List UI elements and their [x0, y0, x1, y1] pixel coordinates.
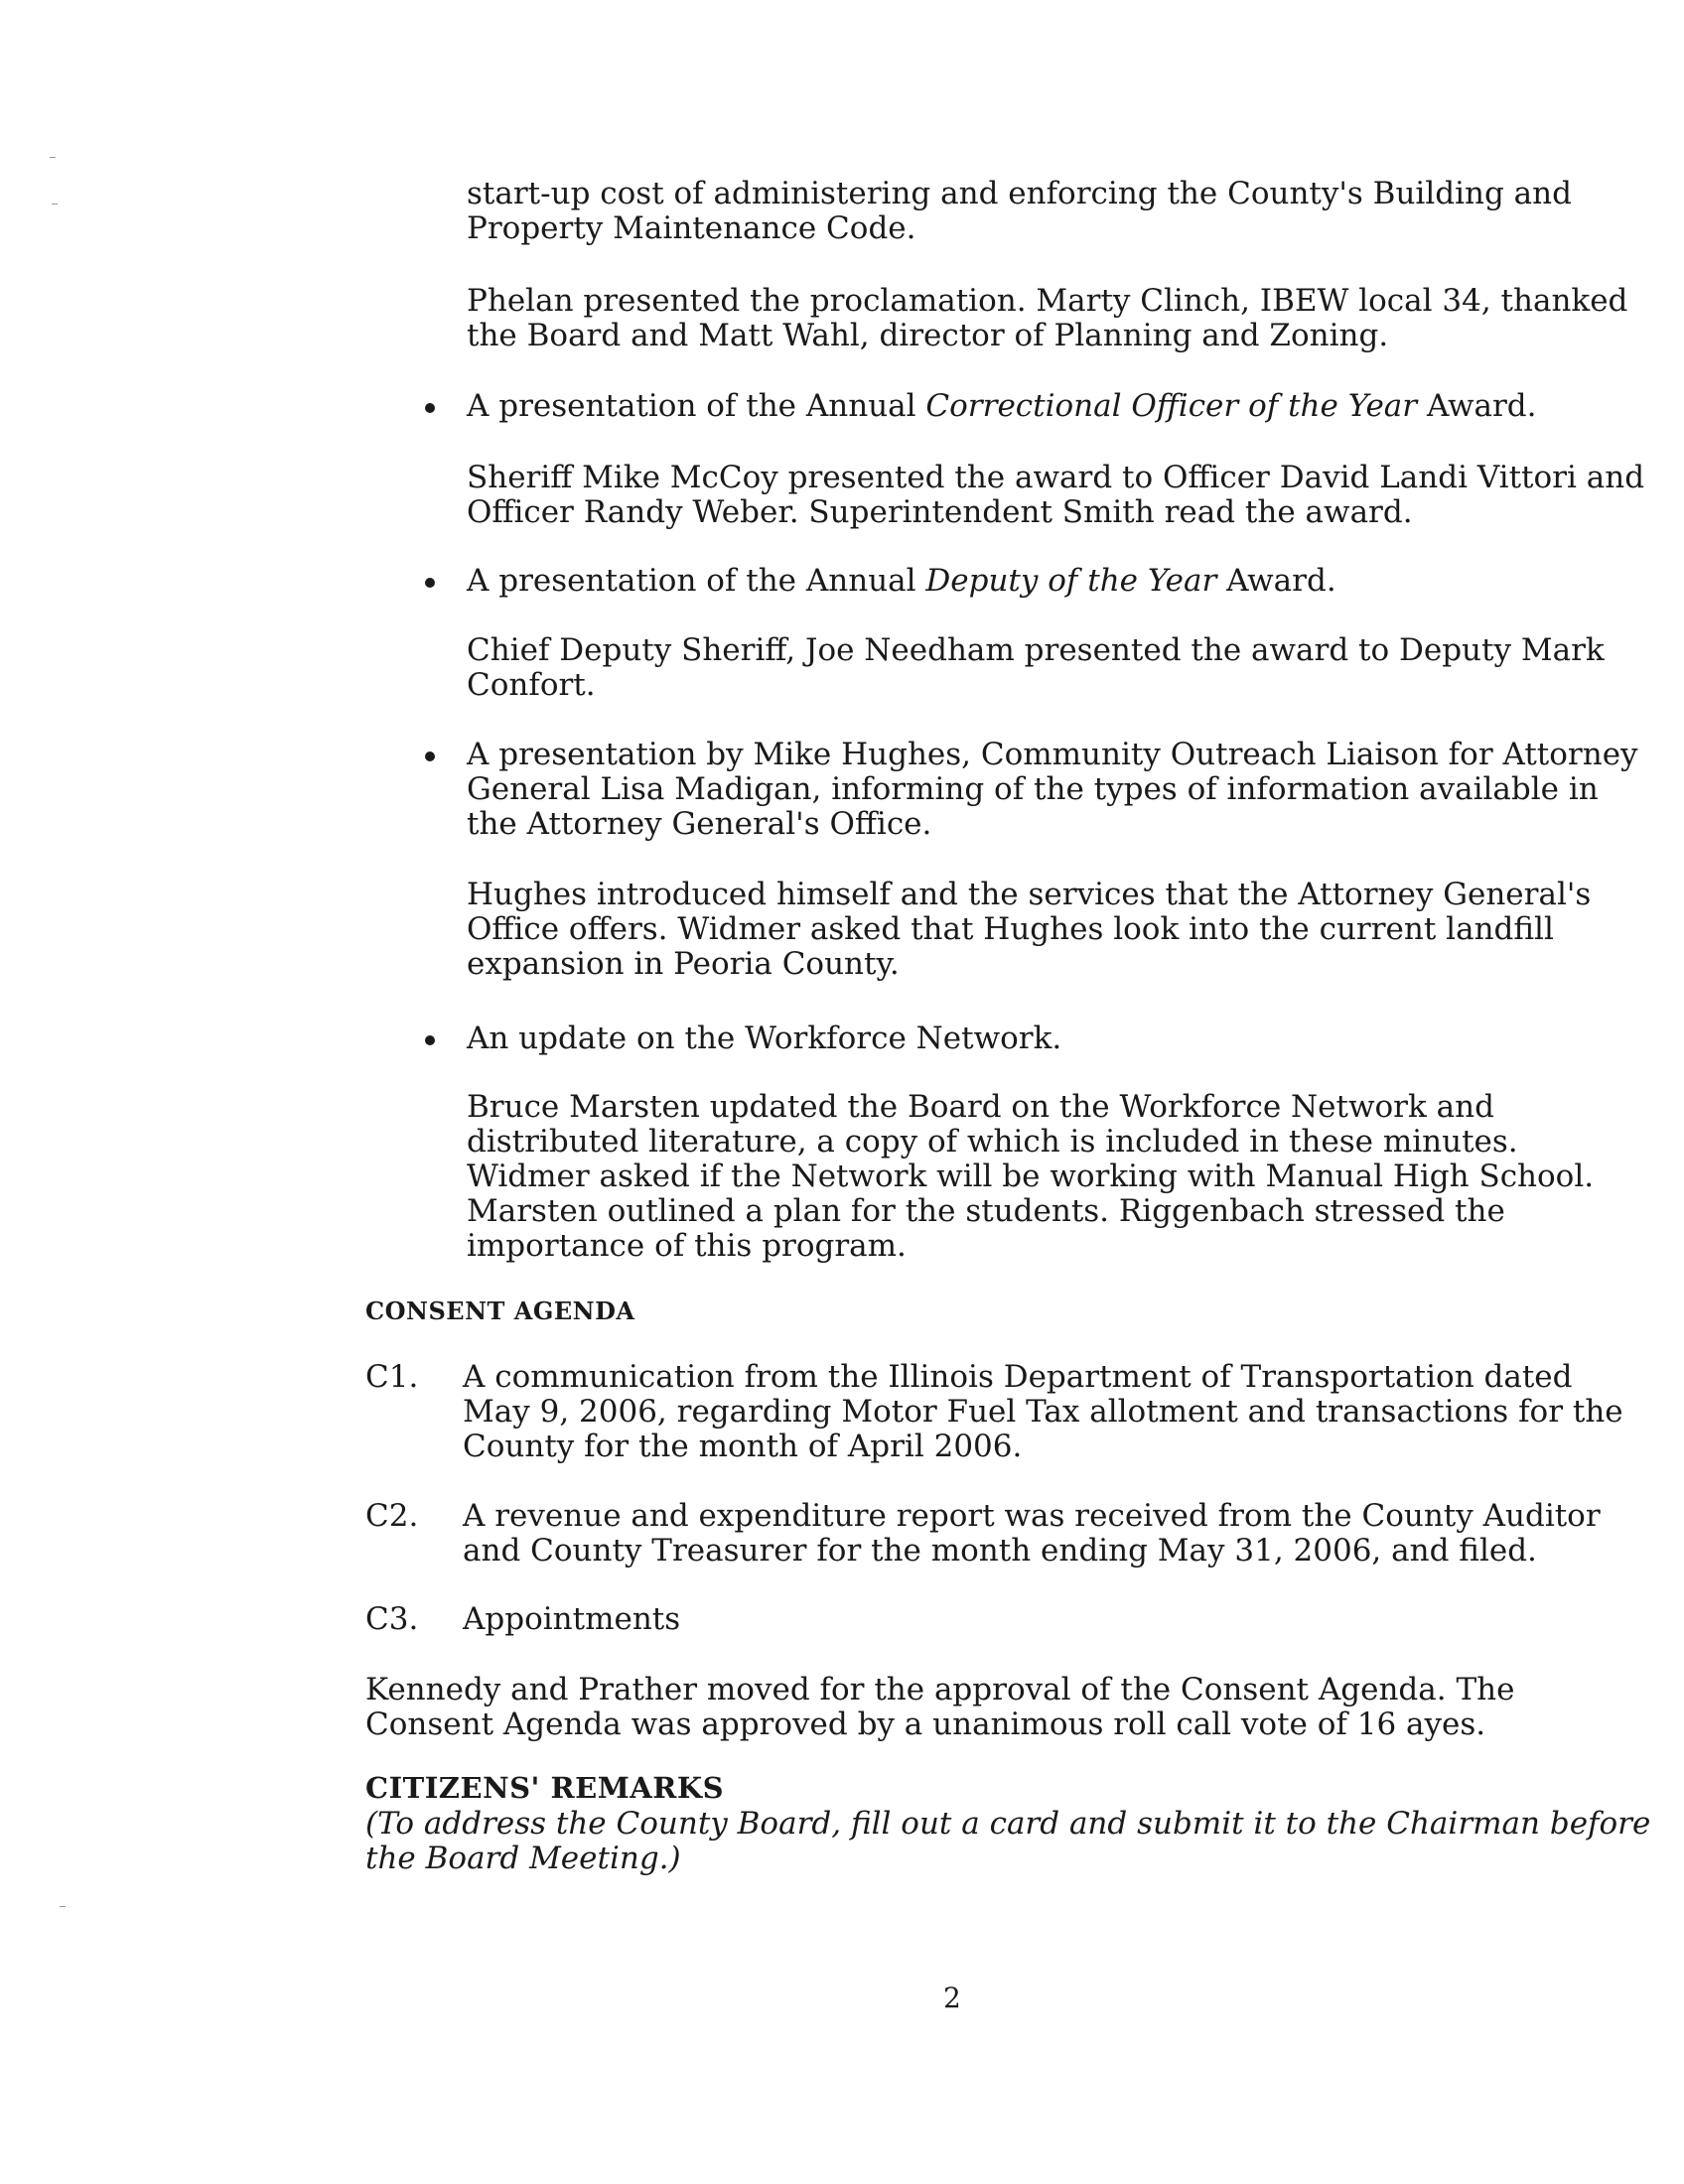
text-line: importance of this program. [467, 1228, 907, 1264]
bullet-icon [425, 578, 435, 588]
text-line: Appointments [463, 1601, 681, 1637]
text-line: A revenue and expenditure report was received from the County Auditor [463, 1498, 1601, 1534]
text-line: start-up cost of administering and enforcing the County's Building and [467, 176, 1572, 211]
bullet-icon [425, 751, 435, 761]
page-number: 2 [943, 1981, 961, 2014]
text-line: and County Treasurer for the month ending May 31, 2006, and filed. [463, 1533, 1537, 1569]
bullet-detail-attorney-general [467, 878, 1591, 982]
text-line: Phelan presented the proclamation. Marty Clinch, IBEW local 34, thanked [467, 283, 1628, 319]
text-line: General Lisa Madigan, informing of the types of information available in [467, 771, 1599, 807]
citizens-remarks-note [365, 1807, 1650, 1876]
scan-mark [50, 157, 56, 158]
bullet-detail-correctional-officer [467, 461, 1644, 530]
agenda-item-c1 [463, 1360, 1623, 1464]
bullet-item-workforce-network [467, 1022, 1061, 1056]
citizens-remarks-heading: CITIZENS' REMARKS [365, 1771, 725, 1805]
bullet-item-attorney-general [467, 738, 1638, 842]
text-line: Property Maintenance Code. [467, 210, 916, 246]
bullet-icon [425, 1035, 435, 1045]
text-line: Office offers. Widmer asked that Hughes look into the current landfill [467, 911, 1554, 947]
text-line: the Attorney General's Office. [467, 806, 932, 842]
bullet-icon [425, 403, 435, 413]
bullet-item-deputy-of-year [467, 564, 1336, 599]
agenda-item-label: C1. [365, 1359, 419, 1395]
text-line: May 9, 2006, regarding Motor Fuel Tax allotment and transactions for the [463, 1394, 1623, 1430]
text-line: A presentation of the Annual Deputy of the Year Award. [467, 563, 1336, 599]
proclamation-paragraph [467, 284, 1627, 353]
text-line: A presentation of the Annual Correctional Officer of the Year Award. [467, 388, 1537, 424]
text-line: Sheriff Mike McCoy presented the award to Officer David Landi Vittori and [467, 460, 1645, 495]
bullet-detail-deputy-of-year [467, 633, 1605, 703]
text-line: Consent Agenda was approved by a unanimous roll call vote of 16 ayes. [365, 1706, 1486, 1742]
text-line: County for the month of April 2006. [463, 1429, 1023, 1464]
consent-agenda-heading: CONSENT AGENDA [365, 1297, 635, 1325]
scan-mark [52, 204, 58, 205]
text-line: A communication from the Illinois Department of Transportation dated [463, 1359, 1573, 1395]
agenda-item-label: C2. [365, 1498, 419, 1534]
text-line: Kennedy and Prather moved for the approval of the Consent Agenda. The [365, 1672, 1515, 1707]
text-line: distributed literature, a copy of which is included in these minutes. [467, 1124, 1518, 1160]
bullet-item-correctional-officer [467, 389, 1537, 424]
agenda-item-c2 [463, 1499, 1601, 1569]
text-line: Marsten outlined a plan for the students. Riggenbach stressed the [467, 1193, 1505, 1229]
agenda-item-label: C3. [365, 1601, 419, 1637]
consent-approval-paragraph [365, 1673, 1514, 1742]
text-line: the Board Meeting.) [365, 1841, 681, 1876]
text-line: Confort. [467, 667, 596, 703]
intro-paragraph [467, 177, 1572, 246]
text-line: (To address the County Board, fill out a card and submit it to the Chairman before [365, 1806, 1651, 1842]
text-line: the Board and Matt Wahl, director of Planning and Zoning. [467, 318, 1389, 353]
text-line: Widmer asked if the Network will be working with Manual High School. [467, 1159, 1595, 1194]
text-line: A presentation by Mike Hughes, Community Outreach Liaison for Attorney [467, 737, 1638, 772]
text-line: Bruce Marsten updated the Board on the Workforce Network and [467, 1089, 1494, 1125]
text-line: Officer Randy Weber. Superintendent Smith read the award. [467, 494, 1413, 530]
text-line: Hughes introduced himself and the services that the Attorney General's [467, 877, 1592, 912]
text-line: expansion in Peoria County. [467, 946, 900, 982]
text-line: Chief Deputy Sheriff, Joe Needham presented the award to Deputy Mark [467, 632, 1605, 668]
agenda-item-c3 [463, 1602, 680, 1637]
text-line: An update on the Workforce Network. [467, 1021, 1062, 1056]
bullet-detail-workforce-network [467, 1090, 1594, 1264]
scan-mark [60, 1906, 66, 1907]
